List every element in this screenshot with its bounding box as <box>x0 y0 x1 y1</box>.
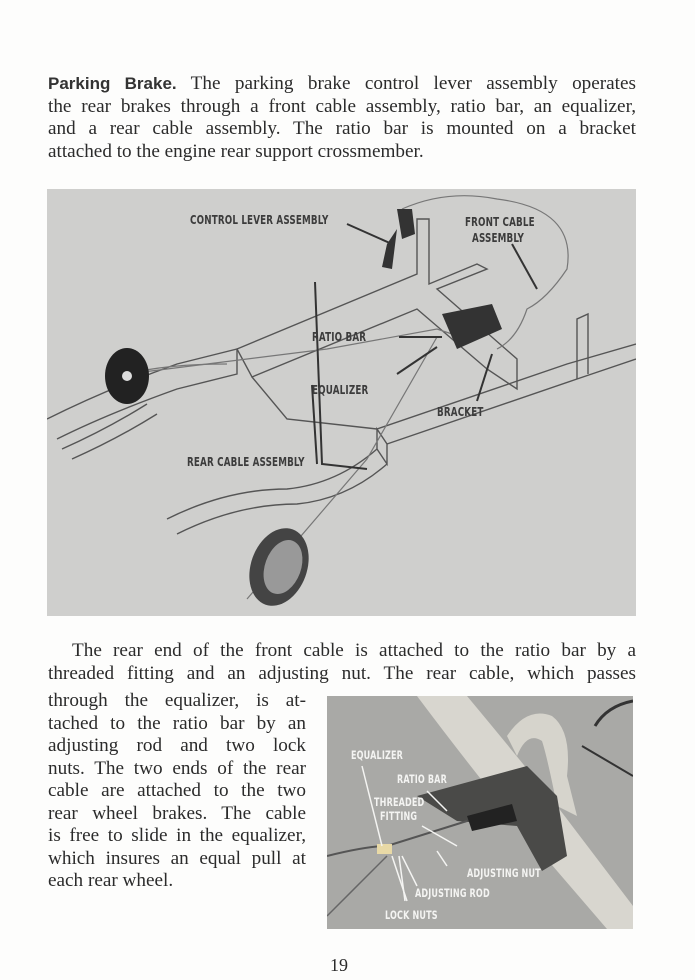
paragraph-line: The rear end of the front cable is attached to the ratio bar by a <box>72 640 636 661</box>
label-front-cable: FRONT CABLE <box>465 214 535 229</box>
paragraph-line: nuts. The two ends of the rear <box>48 757 306 779</box>
frame-drawing <box>47 189 636 616</box>
label-ratio-bar: RATIO BAR <box>397 772 447 786</box>
paragraph-line: each rear wheel. <box>48 870 174 891</box>
rear-cable-paragraph <box>48 690 306 893</box>
label-equalizer: EQUALIZER <box>351 748 404 762</box>
label-equalizer: EQUALIZER <box>312 382 369 397</box>
paragraph-line: attached to the engine rear support crossmember. <box>48 140 424 162</box>
page-number: 19 <box>330 955 348 975</box>
paragraph-line: is free to slide in the equalizer, <box>48 825 306 846</box>
paragraph-line: through the equalizer, is at- <box>48 690 306 711</box>
parking-brake-diagram <box>47 189 636 616</box>
label-adjusting-nut: ADJUSTING NUT <box>467 866 541 880</box>
paragraph-line: Parking Brake. The parking brake control lever assembly operates <box>48 73 636 94</box>
control-lever <box>382 209 415 269</box>
ratio-bar-bracket <box>442 304 502 349</box>
label-front-cable-assembly: ASSEMBLY <box>472 230 525 245</box>
paragraph-line: adjusting rod and two lock <box>48 735 306 756</box>
paragraph-line: tached to the ratio bar by an <box>48 712 306 734</box>
paragraph-line: cable are attached to the two <box>48 780 306 801</box>
label-lock-nuts: LOCK NUTS <box>385 908 438 922</box>
label-ratio-bar: RATIO BAR <box>312 329 367 344</box>
label-fitting: FITTING <box>380 809 418 823</box>
label-rear-cable-assembly: REAR CABLE ASSEMBLY <box>187 454 305 469</box>
label-bracket: BRACKET <box>437 404 484 419</box>
front-cable-paragraph <box>48 640 636 685</box>
paragraph-line: and a rear cable assembly. The ratio bar is mounted on a bracket <box>48 118 636 139</box>
paragraph-line: rear wheel brakes. The cable <box>48 802 306 824</box>
label-adjusting-rod: ADJUSTING ROD <box>415 886 490 900</box>
section-heading: Parking Brake. <box>48 74 177 93</box>
paragraph-line: threaded fitting and an adjusting nut. The rear cable, which passes <box>48 662 636 684</box>
paragraph-line: which insures an equal pull at <box>48 847 306 869</box>
paragraph-line: the rear brakes through a front cable assembly, ratio bar, an equalizer, <box>48 95 636 117</box>
equalizer-part <box>377 844 392 854</box>
label-threaded: THREADED <box>374 795 425 809</box>
parking-brake-paragraph <box>48 73 636 163</box>
label-control-lever-assembly: CONTROL LEVER ASSEMBLY <box>190 212 329 227</box>
ratio-bar-photo <box>327 696 633 929</box>
